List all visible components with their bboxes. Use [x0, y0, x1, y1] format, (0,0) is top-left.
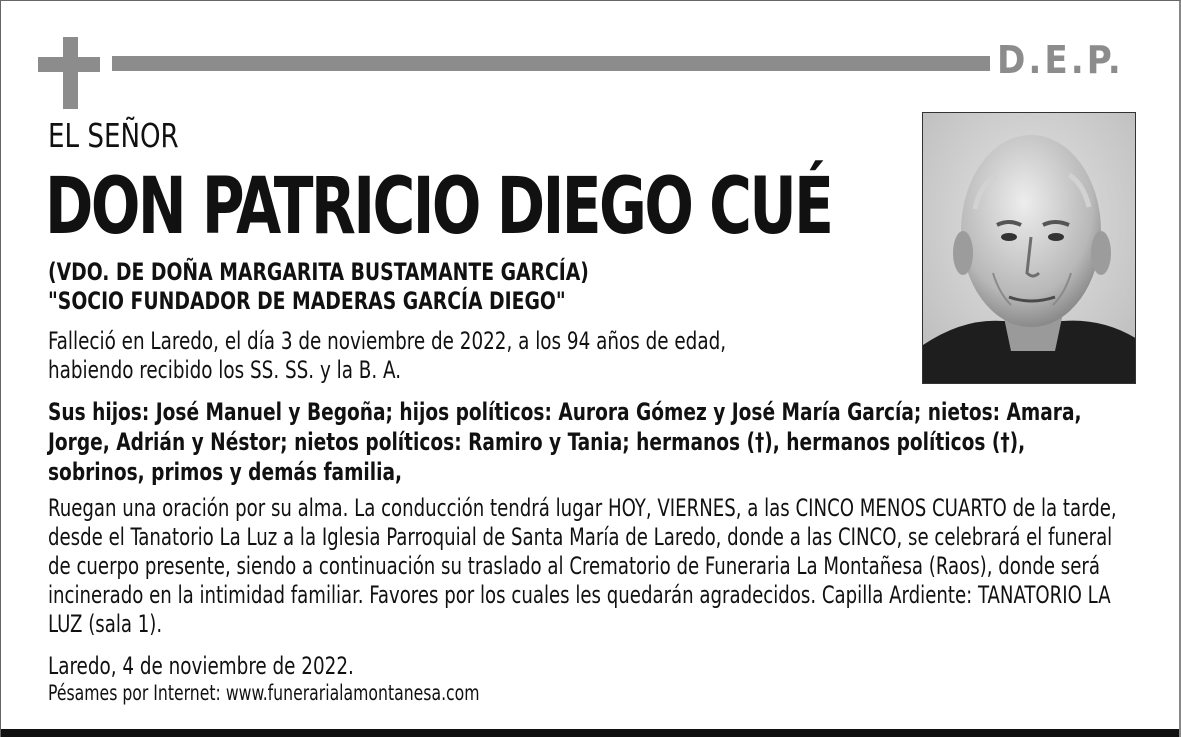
- bottom-border: [1, 729, 1179, 737]
- deceased-name: DON PATRICIO DIEGO CUÉ: [45, 162, 832, 252]
- condolences-link[interactable]: www.funerarialamontanesa.com: [225, 681, 480, 705]
- founder-line: "SOCIO FUNDADOR DE MADERAS GARCÍA DIEGO": [48, 287, 566, 315]
- funeral-details: Ruegan una oración por su alma. La conducción tendrá lugar HOY, VIERNES, a las CINCO MENOS CUARTO de la tarde, desde el Tanatorio La Luz a la Iglesia Parroquial de Santa María de Laredo, donde a las CINCO, se celebrará el funeral de cuerpo presente, siendo a continuación su traslado al Crematorio de Funeraria La Montañesa (Raos), donde será incinerado en la intimidad familiar. Favores por los cuales les quedarán agradecidos. Capilla Ardiente: TANATORIO LA LUZ (sala 1).: [48, 494, 1117, 638]
- dateline: Laredo, 4 de noviembre de 2022.: [48, 652, 354, 680]
- death-notice: Falleció en Laredo, el día 3 de noviembre de 2022, a los 94 años de edad, habiendo recibido los SS. SS. y la B. A.: [48, 327, 727, 384]
- widower-line: (VDO. DE DOÑA MARGARITA BUSTAMANTE GARCÍA): [48, 258, 589, 286]
- dep-label: D.E.P.: [997, 38, 1124, 82]
- cross-icon: [38, 37, 100, 109]
- condolences-label: Pésames por Internet:: [48, 681, 221, 705]
- honorific: EL SEÑOR: [48, 116, 179, 155]
- deceased-photo: [922, 112, 1136, 384]
- header-rule: [112, 56, 990, 71]
- family-list: Sus hijos: José Manuel y Begoña; hijos políticos: Aurora Gómez y José María García; nietos: Amara, Jorge, Adrián y Néstor; nietos políticos: Ramiro y Tania; hermanos (†), hermanos políticos (†), sobrinos, primos y demás familia,: [48, 398, 1082, 486]
- condolences-line: [48, 680, 480, 706]
